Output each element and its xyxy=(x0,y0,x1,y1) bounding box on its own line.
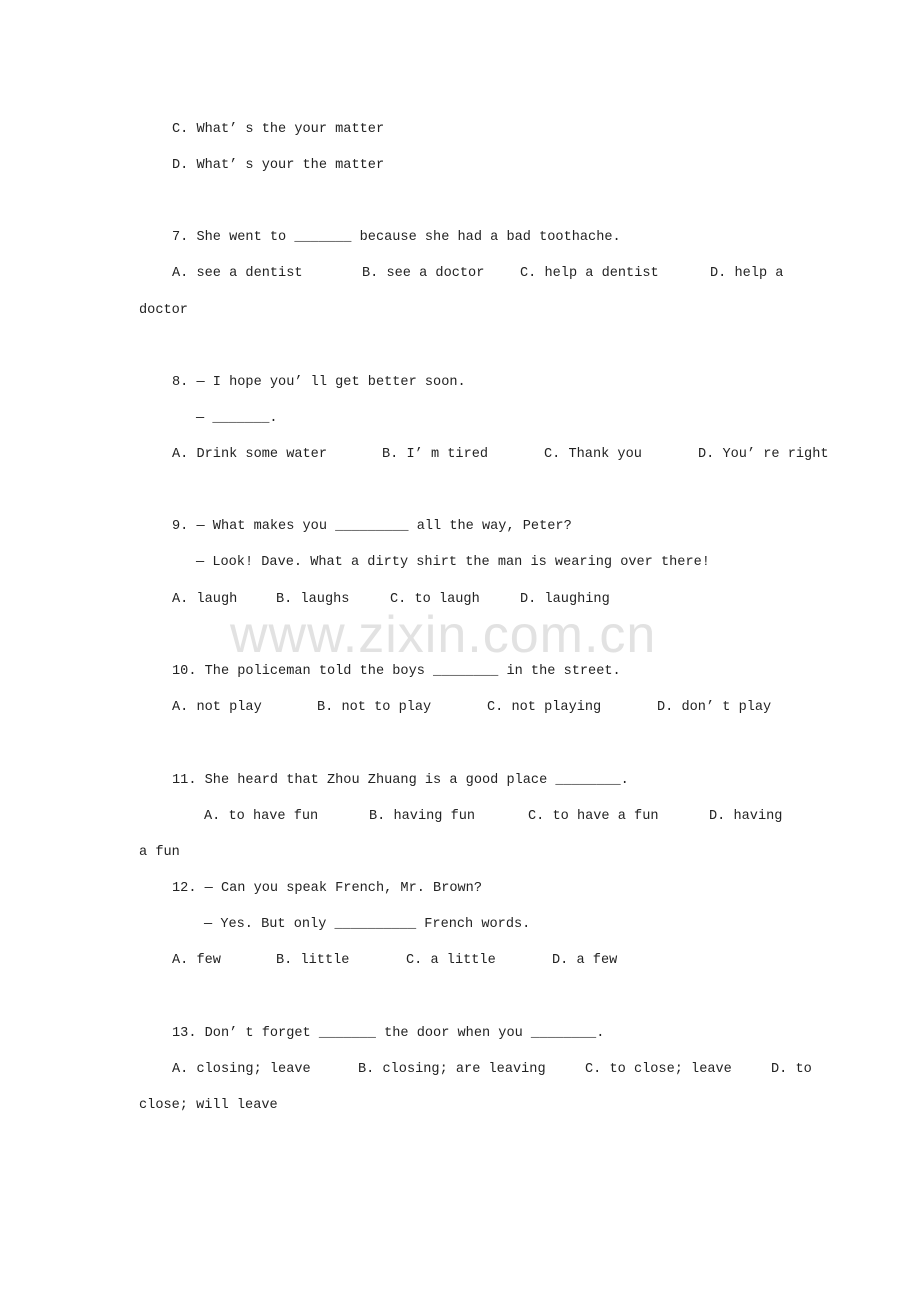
option-a: A. not play xyxy=(172,700,262,715)
option-d: D. You’ re right xyxy=(698,447,829,462)
question-stem: 12. — Can you speak French, Mr. Brown? xyxy=(172,881,482,896)
option-d: D. help a xyxy=(710,266,784,281)
option-b: B. I’ m tired xyxy=(382,447,489,462)
question-reply: — Look! Dave. What a dirty shirt the man is wearing over there! xyxy=(196,555,710,570)
option-d: D. don’ t play xyxy=(657,700,772,715)
option-b: B. having fun xyxy=(369,809,476,824)
option-d: D. laughing xyxy=(520,592,610,607)
option-c: C. to close; leave xyxy=(585,1062,732,1077)
option-c: C. help a dentist xyxy=(520,266,659,281)
question-stem: 8. — I hope you’ ll get better soon. xyxy=(172,375,466,390)
option-d-continued: close; will leave xyxy=(139,1098,278,1113)
option-d: D. a few xyxy=(552,953,618,968)
option-b: B. laughs xyxy=(276,592,350,607)
question-reply: — Yes. But only __________ French words. xyxy=(204,917,531,932)
question-stem: 9. — What makes you _________ all the way, Peter? xyxy=(172,519,572,534)
option-b: B. not to play xyxy=(317,700,432,715)
option-a: A. Drink some water xyxy=(172,447,327,462)
question-stem: 7. She went to _______ because she had a bad toothache. xyxy=(172,230,621,245)
option-b: B. little xyxy=(276,953,350,968)
option-d-continued: doctor xyxy=(139,303,188,318)
option-d: D. having xyxy=(709,809,783,824)
option-a: A. see a dentist xyxy=(172,266,303,281)
option-d-continued: a fun xyxy=(139,845,180,860)
option-c: C. to have a fun xyxy=(528,809,659,824)
option-d: D. What’ s your the matter xyxy=(172,158,385,173)
option-a: A. to have fun xyxy=(204,809,319,824)
option-d: D. to xyxy=(771,1062,812,1077)
option-c: C. What’ s the your matter xyxy=(172,122,385,137)
option-c: C. a little xyxy=(406,953,496,968)
watermark: www.zixin.com.cn xyxy=(230,606,657,664)
option-c: C. Thank you xyxy=(544,447,642,462)
option-a: A. few xyxy=(172,953,221,968)
option-c: C. not playing xyxy=(487,700,602,715)
option-c: C. to laugh xyxy=(390,592,480,607)
option-a: A. closing; leave xyxy=(172,1062,311,1077)
question-stem: 13. Don’ t forget _______ the door when you ________. xyxy=(172,1026,605,1041)
option-b: B. see a doctor xyxy=(362,266,485,281)
option-b: B. closing; are leaving xyxy=(358,1062,546,1077)
question-stem: 10. The policeman told the boys ________ in the street. xyxy=(172,664,621,679)
question-stem: 11. She heard that Zhou Zhuang is a good place ________. xyxy=(172,773,629,788)
question-reply: — _______. xyxy=(196,411,278,426)
option-a: A. laugh xyxy=(172,592,238,607)
